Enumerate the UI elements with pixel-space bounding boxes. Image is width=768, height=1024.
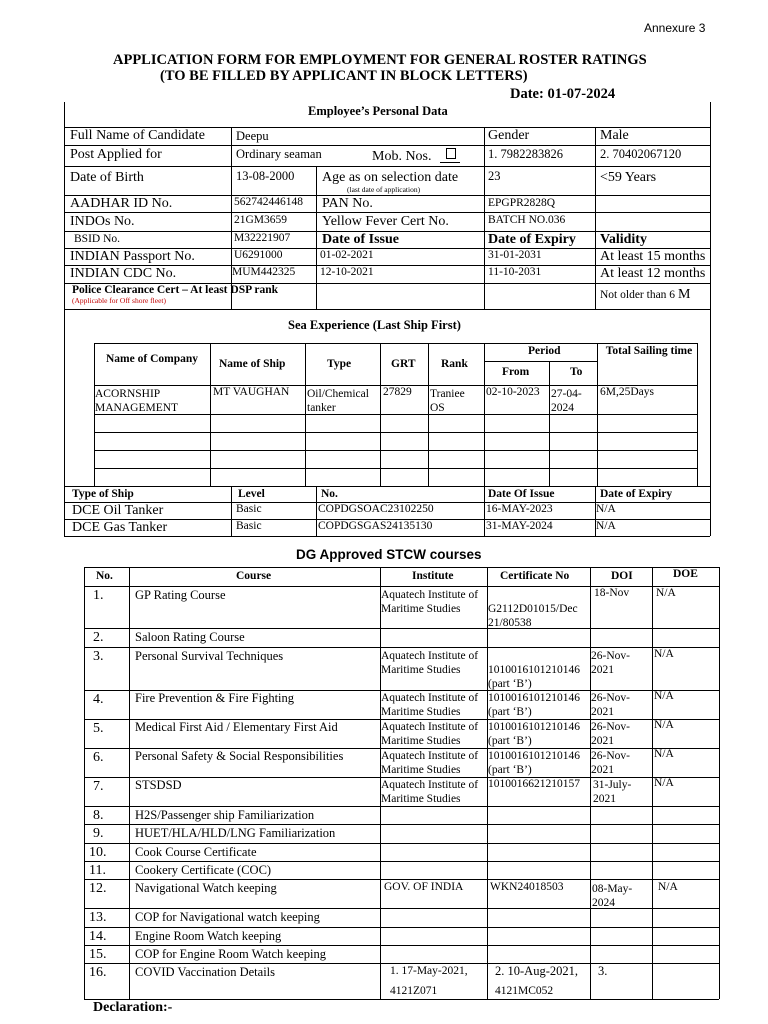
stcw-row-no: 8. (93, 808, 104, 823)
stcw-row-course: GP Rating Course (135, 588, 226, 602)
dob-label: Date of Birth (70, 170, 144, 185)
stcw-row-doe: N/A (654, 719, 674, 731)
mobile-icon (446, 148, 456, 159)
cdc-label: INDIAN CDC No. (70, 266, 177, 281)
stcw-row-no: 14. (89, 929, 107, 944)
dce-row-type: DCE Oil Tanker (72, 503, 164, 518)
dce-col-issue: Date Of Issue (488, 488, 555, 500)
stcw-row-course: Saloon Rating Course (135, 630, 245, 644)
indos-value: 21GM3659 (234, 214, 288, 226)
stcw-row-cert: 1010016101210146 (part ‘B’) (488, 692, 580, 718)
stcw-row-no: 7. (93, 779, 104, 794)
dce-row-level: Basic (236, 520, 262, 532)
post-value: Ordinary seaman (236, 147, 322, 161)
mob-label: Mob. Nos. (372, 149, 432, 164)
police-note: (Applicable for Off shore fleet) (72, 296, 166, 305)
annexure-label: Annexure 3 (644, 21, 706, 35)
stcw-row-doe: N/A (654, 648, 674, 660)
sea-col-ship: Name of Ship (219, 358, 286, 370)
stcw-col-institute: Institute (412, 570, 454, 582)
stcw-row-doe: N/A (658, 881, 678, 893)
stcw-col-doe: DOE (673, 568, 698, 580)
stcw-col-course: Course (236, 570, 272, 582)
covid-dose2-code: 4121MC052 (495, 985, 554, 997)
stcw-col-no: No. (96, 570, 113, 582)
sea-row-type: Oil/Chemical tanker (307, 388, 369, 414)
pan-value: EPGPR2828Q (488, 197, 556, 209)
mob2-value: 2. 70402067120 (600, 147, 682, 161)
dce-col-type: Type of Ship (72, 488, 134, 500)
dce-row-level: Basic (236, 503, 262, 515)
stcw-row-no: 15. (89, 947, 107, 962)
stcw-row-institute: Aquatech Institute of Maritime Studies (381, 721, 479, 747)
cdc-issue: 12-10-2021 (320, 266, 374, 278)
passport-expiry: 31-01-2031 (488, 249, 542, 261)
cdc-validity: At least 12 months (600, 266, 706, 281)
dce-row-no: COPDGSGAS24135130 (318, 520, 433, 532)
form-title: APPLICATION FORM FOR EMPLOYMENT FOR GENERAL ROSTER RATINGS (113, 52, 647, 68)
dce-row-issue: 16-MAY-2023 (486, 503, 553, 515)
sea-row-to: 27-04-2024 (551, 388, 582, 414)
cdc-expiry: 11-10-2031 (488, 266, 542, 278)
stcw-row-cert: 1010016621210157 (488, 778, 580, 790)
stcw-col-doi: DOI (611, 570, 633, 582)
stcw-row-course: COP for Navigational watch keeping (135, 910, 320, 924)
covid-dose2-date: 2. 10-Aug-2021, (495, 964, 578, 978)
date-of-expiry-header: Date of Expiry (488, 232, 576, 247)
passport-issue: 01-02-2021 (320, 249, 374, 261)
stcw-row-course: STSDSD (135, 778, 182, 792)
stcw-heading: DG Approved STCW courses (296, 547, 482, 562)
yellow-fever-value: BATCH NO.036 (488, 214, 566, 226)
full-name-value: Deepu (236, 129, 269, 143)
stcw-row-cert: 1010016101210146 (part ‘B’) (488, 664, 580, 690)
sea-col-type: Type (327, 358, 352, 370)
stcw-row-course: Personal Safety & Social Responsibilities (135, 749, 344, 763)
cdc-value: MUM442325 (232, 266, 296, 278)
form-subtitle: (TO BE FILLED BY APPLICANT IN BLOCK LETTERS) (160, 68, 528, 84)
stcw-row-institute: Aquatech Institute of Maritime Studies (381, 779, 479, 805)
stcw-row-no: 16. (89, 965, 107, 980)
sea-row-rank: Traniee OS (430, 388, 465, 414)
stcw-row-cert: 1010016101210146 (part ‘B’) (488, 750, 580, 776)
sea-row-total: 6M,25Days (600, 386, 654, 398)
dob-value: 13-08-2000 (236, 169, 295, 183)
age-label: Age as on selection date (322, 170, 459, 185)
stcw-row-no: 6. (93, 750, 104, 765)
stcw-row-doe: N/A (654, 777, 674, 789)
stcw-row-doi: 26-Nov-2021 (591, 650, 630, 676)
stcw-row-institute: Aquatech Institute of Maritime Studies (381, 750, 479, 776)
stcw-row-institute: GOV. OF INDIA (384, 881, 464, 893)
stcw-row-course: Cook Course Certificate (135, 845, 257, 859)
stcw-row-course: Engine Room Watch keeping (135, 929, 282, 943)
stcw-col-cert: Certificate No (500, 570, 570, 582)
stcw-row-doe: N/A (654, 690, 674, 702)
declaration-heading: Declaration:- (93, 1000, 173, 1015)
date-of-issue-header: Date of Issue (322, 232, 399, 247)
stcw-row-course: Fire Prevention & Fire Fighting (135, 691, 295, 705)
stcw-row-doi: 26-Nov-2021 (591, 750, 630, 776)
sea-col-to: To (570, 366, 583, 378)
sea-heading: Sea Experience (Last Ship First) (288, 318, 461, 332)
bsid-label: BSID No. (74, 233, 121, 245)
stcw-row-cert: WKN24018503 (490, 881, 564, 893)
sea-row-grt: 27829 (383, 386, 412, 398)
stcw-row-course: Personal Survival Techniques (135, 649, 284, 663)
bsid-value: M32221907 (234, 232, 291, 244)
dce-row-expiry: N/A (596, 520, 616, 532)
sea-col-from: From (502, 366, 530, 378)
stcw-row-no: 5. (93, 721, 104, 736)
stcw-row-no: 1. (93, 588, 104, 603)
passport-label: INDIAN Passport No. (70, 249, 195, 264)
stcw-row-doi: 26-Nov-2021 (591, 692, 630, 718)
stcw-row-course: Cookery Certificate (COC) (135, 863, 272, 877)
dce-col-expiry: Date of Expiry (600, 488, 673, 500)
covid-dose1-date: 1. 17-May-2021, (390, 965, 468, 977)
dce-row-no: COPDGSOAC23102250 (318, 503, 434, 515)
gender-label: Gender (488, 128, 530, 143)
stcw-row-institute: Aquatech Institute of Maritime Studies (381, 589, 479, 615)
covid-dose1-code: 4121Z071 (390, 985, 438, 997)
stcw-row-course: HUET/HLA/HLD/LNG Familiarization (135, 826, 336, 840)
post-label: Post Applied for (70, 147, 162, 162)
stcw-row-doe: N/A (654, 748, 674, 760)
stcw-row-course: H2S/Passenger ship Familiarization (135, 808, 315, 822)
dce-row-issue: 31-MAY-2024 (486, 520, 553, 532)
passport-validity: At least 15 months (600, 249, 706, 264)
dce-col-no: No. (321, 488, 338, 500)
stcw-row-no: 4. (93, 692, 104, 707)
stcw-row-doi: 08-May-2024 (592, 883, 633, 909)
stcw-row-cert: G2112D01015/Dec 21/80538 (488, 603, 578, 629)
sea-col-grt: GRT (391, 358, 416, 370)
dce-row-type: DCE Gas Tanker (72, 520, 168, 535)
pan-label: PAN No. (322, 196, 373, 211)
indos-label: INDOs No. (70, 214, 135, 229)
stcw-row-course: Navigational Watch keeping (135, 881, 277, 895)
stcw-row-doi: 31-July-2021 (593, 779, 632, 805)
aadhar-label: AADHAR ID No. (70, 196, 173, 211)
validity-header: Validity (600, 232, 647, 247)
stcw-row-institute: Aquatech Institute of Maritime Studies (381, 650, 479, 676)
age-value: 23 (488, 169, 501, 183)
stcw-row-no: 11. (89, 863, 106, 878)
stcw-row-course: COP for Engine Room Watch keeping (135, 947, 326, 961)
age-limit: <59 Years (600, 170, 657, 185)
stcw-row-course: Medical First Aid / Elementary First Aid (135, 720, 338, 734)
sea-row-company: ACORNSHIP MANAGEMENT (95, 388, 179, 414)
sea-row-ship: MT VAUGHAN (213, 386, 290, 398)
full-name-label: Full Name of Candidate (70, 128, 205, 143)
dce-row-expiry: N/A (596, 503, 616, 515)
stcw-row-cert: 1010016101210146 (part ‘B’) (488, 721, 580, 747)
dce-col-level: Level (238, 488, 265, 500)
stcw-row-course: COVID Vaccination Details (135, 965, 276, 979)
sea-col-total: Total Sailing time (605, 345, 693, 357)
covid-dose3: 3. (598, 964, 608, 978)
sea-col-period: Period (528, 345, 561, 357)
stcw-row-doi: 26-Nov-2021 (591, 721, 630, 747)
form-date: Date: 01-07-2024 (510, 86, 616, 102)
yellow-fever-label: Yellow Fever Cert No. (322, 214, 449, 229)
stcw-row-institute: Aquatech Institute of Maritime Studies (381, 692, 479, 718)
mob1-value: 1. 7982283826 (488, 147, 563, 161)
police-label: Police Clearance Cert – At least DSP rank (72, 284, 278, 296)
sea-col-company: Name of Company (106, 353, 198, 365)
personal-heading: Employee’s Personal Data (308, 104, 448, 118)
sea-row-from: 02-10-2023 (486, 386, 540, 398)
age-note: (last date of application) (347, 185, 421, 194)
stcw-row-no: 2. (93, 630, 104, 645)
stcw-row-no: 13. (89, 910, 107, 925)
stcw-row-no: 9. (93, 826, 104, 841)
aadhar-value: 562742446148 (234, 196, 303, 208)
stcw-row-doe: N/A (656, 587, 676, 599)
stcw-row-doi: 18-Nov (594, 587, 630, 599)
police-validity: Not older than 6 M (600, 287, 691, 302)
gender-value: Male (600, 128, 629, 143)
stcw-row-no: 3. (93, 649, 104, 664)
sea-col-rank: Rank (441, 358, 468, 370)
passport-value: U6291000 (234, 249, 283, 261)
stcw-row-no: 12. (89, 881, 107, 896)
stcw-row-no: 10. (89, 845, 107, 860)
